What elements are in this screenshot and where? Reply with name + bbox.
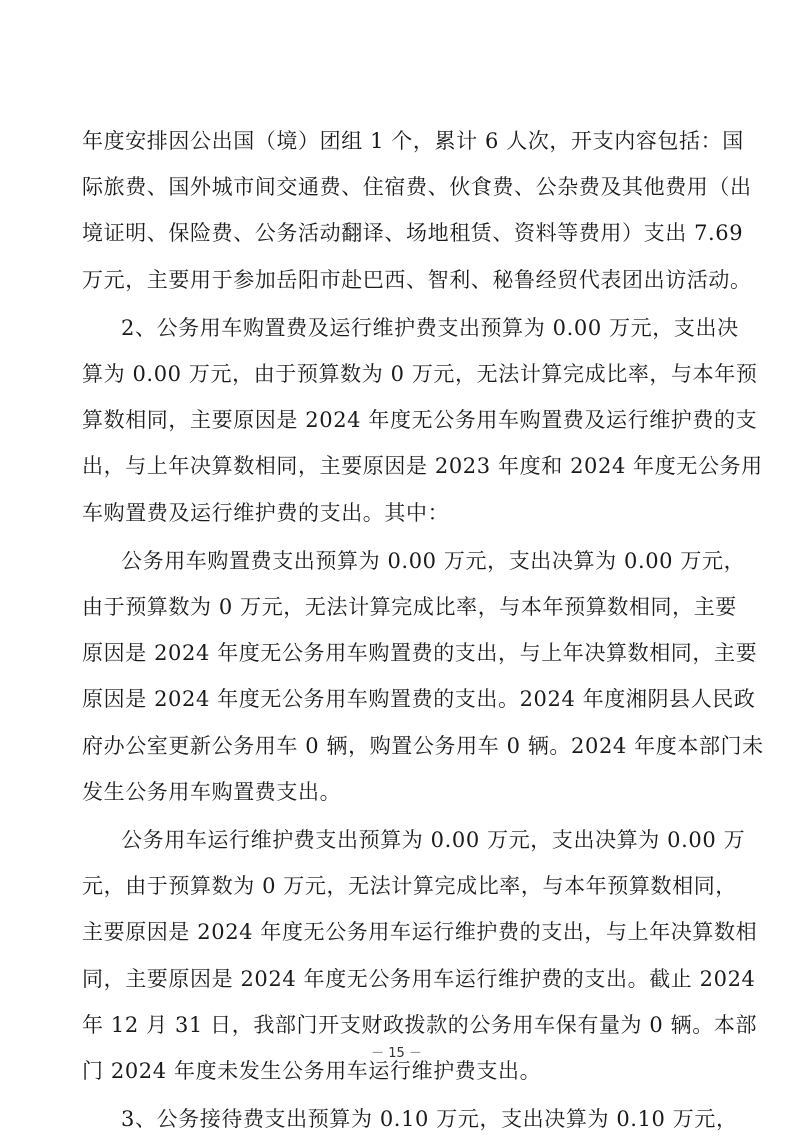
paragraph-3-line-5: 府办公室更新公务用车 0 辆，购置公务用车 0 辆。2024 年度本部门未 [82, 734, 764, 758]
paragraph-1-line-3: 境证明、保险费、公务活动翻译、场地租赁、资料等费用）支出 7.69 [82, 221, 744, 245]
paragraph-4-line-5: 年 12 月 31 日，我部门开支财政拨款的公务用车保有量为 0 辆。本部 [82, 1013, 758, 1037]
paragraph-4-line-3: 主要原因是 2024 年度无公务用车运行维护费的支出，与上年决算数相 [82, 920, 758, 944]
paragraph-2-line-4: 出，与上年决算数相同，主要原因是 2023 年度和 2024 年度无公务用 [82, 454, 763, 478]
paragraph-5-line-1: 3、公务接待费支出预算为 0.10 万元，支出决算为 0.10 万元， [121, 1107, 738, 1131]
page-number: － 15 － [371, 1046, 422, 1061]
paragraph-3-line-2: 由于预算数为 0 万元，无法计算完成比率，与本年预算数相同，主要 [82, 595, 737, 619]
paragraph-3-line-1: 公务用车购置费支出预算为 0.00 万元，支出决算为 0.00 万元， [121, 549, 746, 573]
paragraph-4-line-1: 公务用车运行维护费支出预算为 0.00 万元，支出决算为 0.00 万 [121, 828, 746, 852]
paragraph-3-line-6: 发生公务用车购置费支出。 [82, 780, 342, 804]
paragraph-3-line-4: 原因是 2024 年度无公务用车购置费的支出。2024 年度湘阴县人民政 [82, 687, 756, 711]
paragraph-1-line-1: 年度安排因公出国（境）团组 1 个，累计 6 人次，开支内容包括：国 [82, 129, 744, 153]
paragraph-2-line-3: 算数相同，主要原因是 2024 年度无公务用车购置费及运行维护费的支 [82, 408, 758, 432]
paragraph-2-line-1: 2、公务用车购置费及运行维护费支出预算为 0.00 万元，支出决 [121, 316, 739, 340]
paragraph-4-line-4: 同，主要原因是 2024 年度无公务用车运行维护费的支出。截止 2024 [82, 967, 756, 991]
paragraph-1-line-2: 际旅费、国外城市间交通费、住宿费、伙食费、公杂费及其他费用（出 [82, 175, 752, 199]
paragraph-1-line-4: 万元，主要用于参加岳阳市赴巴西、智利、秘鲁经贸代表团出访活动。 [82, 268, 752, 292]
paragraph-2-line-2: 算为 0.00 万元，由于预算数为 0 万元，无法计算完成比率，与本年预 [82, 362, 758, 386]
paragraph-3-line-3: 原因是 2024 年度无公务用车购置费的支出，与上年决算数相同，主要 [82, 641, 758, 665]
paragraph-4-line-2: 元，由于预算数为 0 万元，无法计算完成比率，与本年预算数相同， [82, 874, 737, 898]
paragraph-2-line-5: 车购置费及运行维护费的支出。其中： [82, 501, 450, 525]
paragraph-4-line-6: 门 2024 年度未发生公务用车运行维护费支出。 [82, 1059, 542, 1083]
